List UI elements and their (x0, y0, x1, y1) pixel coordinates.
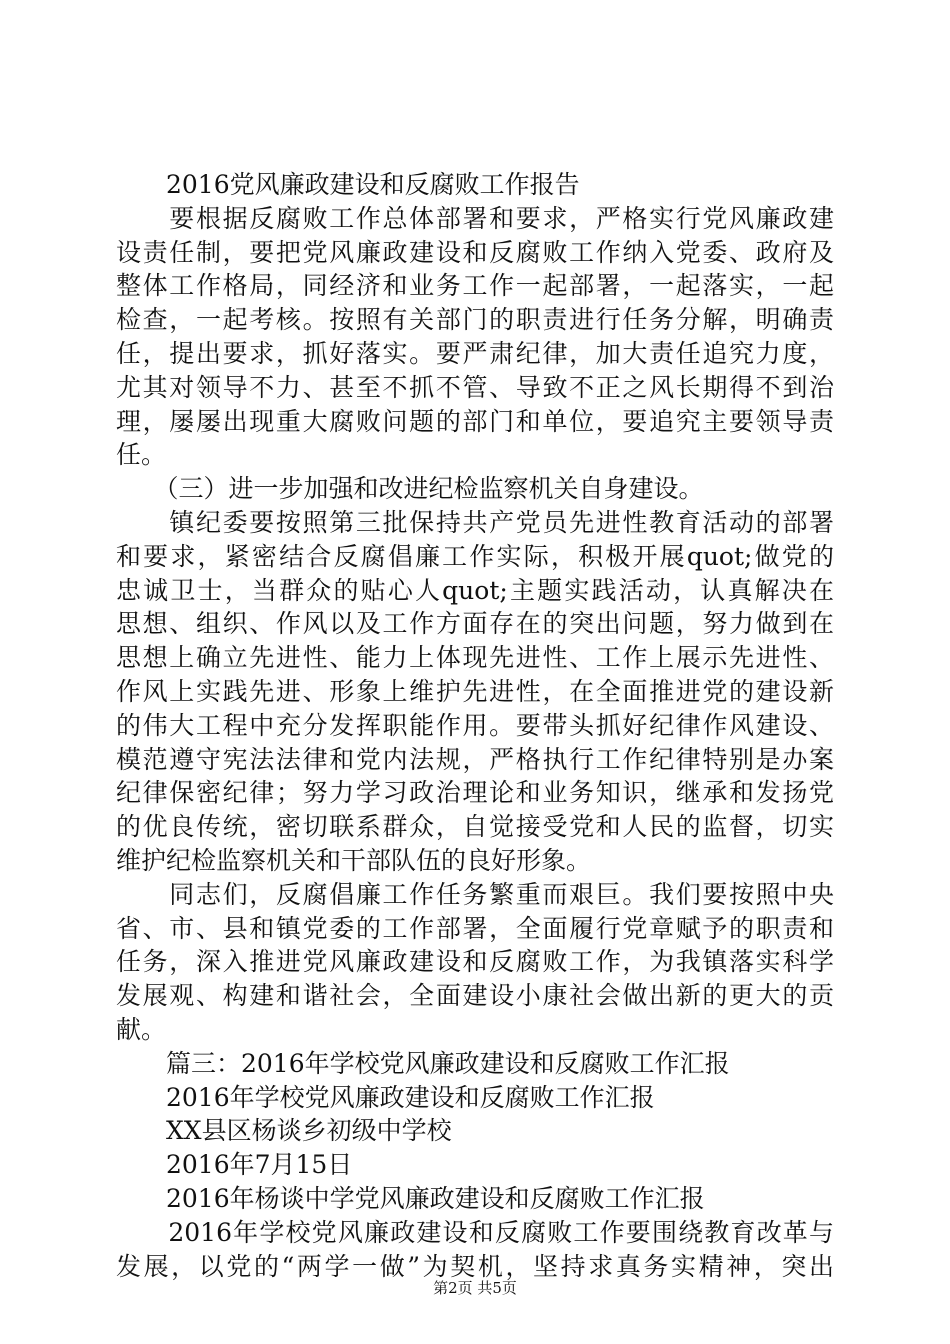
text-line: 尤其对领导不力、甚至不抓不管、导致不正之风长期得不到治 (116, 372, 834, 402)
document-body (116, 168, 834, 1283)
text-line: XX县区杨谈乡初级中学校 (116, 1116, 452, 1146)
text-line: 发展，以党的“两学一做”为契机，坚持求真务实精神，突出 (116, 1251, 834, 1281)
text-line: 的优良传统，密切联系群众，自觉接受党和人民的监督，切实 (116, 812, 834, 842)
text-line: 理，屡屡出现重大腐败问题的部门和单位，要追究主要领导责 (116, 406, 834, 436)
text-line: 任，提出要求，抓好落实。要严肃纪律，加大责任追究力度， (116, 338, 834, 368)
text-line: 镇纪委要按照第三批保持共产党员先进性教育活动的部署 (116, 507, 834, 537)
text-line: 整体工作格局，同经济和业务工作一起部署，一起落实，一起 (116, 271, 834, 301)
text-line: 2016年7月15日 (116, 1150, 353, 1180)
text-line: 作风上实践先进、形象上维护先进性，在全面推进党的建设新 (116, 676, 834, 706)
text-line: 2016年杨谈中学党风廉政建设和反腐败工作汇报 (116, 1183, 705, 1213)
text-line: 设责任制，要把党风廉政建设和反腐败工作纳入党委、政府及 (116, 237, 834, 267)
text-line: 检查，一起考核。按照有关部门的职责进行任务分解，明确责 (116, 305, 834, 335)
text-line: 发展观、构建和谐社会，全面建设小康社会做出新的更大的贡 (116, 981, 834, 1011)
text-line: （三）进一步加强和改进纪检监察机关自身建设。 (116, 474, 704, 504)
text-line: 要根据反腐败工作总体部署和要求，严格实行党风廉政建 (116, 203, 834, 233)
text-line: 篇三：2016年学校党风廉政建设和反腐败工作汇报 (116, 1048, 730, 1078)
text-line: 2016年学校党风廉政建设和反腐败工作要围绕教育改革与 (116, 1217, 834, 1247)
text-line: 思想上确立先进性、能力上体现先进性、工作上展示先进性、 (116, 643, 834, 673)
text-line: 献。 (116, 1014, 167, 1044)
text-line: 的伟大工程中充分发挥职能作用。要带头抓好纪律作风建设、 (116, 710, 834, 740)
text-line: 忠诚卫士，当群众的贴心人quot;主题实践活动，认真解决在 (116, 575, 834, 605)
text-line: 省、市、县和镇党委的工作部署，全面履行党章赋予的职责和 (116, 913, 834, 943)
text-line: 纪律保密纪律；努力学习政治理论和业务知识，继承和发扬党 (116, 778, 834, 808)
text-line: 2016党风廉政建设和反腐败工作报告 (116, 170, 580, 199)
text-line: 模范遵守宪法法律和党内法规，严格执行工作纪律特别是办案 (116, 744, 834, 774)
text-line: 和要求，紧密结合反腐倡廉工作实际，积极开展quot;做党的 (116, 541, 834, 571)
text-line: 任务，深入推进党风廉政建设和反腐败工作，为我镇落实科学 (116, 947, 834, 977)
text-line: 思想、组织、作风以及工作方面存在的突出问题，努力做到在 (116, 609, 834, 639)
page-footer: 第2页 共5页 (433, 1279, 517, 1297)
text-line: 2016年学校党风廉政建设和反腐败工作汇报 (116, 1082, 655, 1112)
text-line: 维护纪检监察机关和干部队伍的良好形象。 (116, 845, 592, 875)
text-line: 同志们，反腐倡廉工作任务繁重而艰巨。我们要按照中央 (116, 879, 834, 909)
text-line: 任。 (116, 440, 167, 470)
